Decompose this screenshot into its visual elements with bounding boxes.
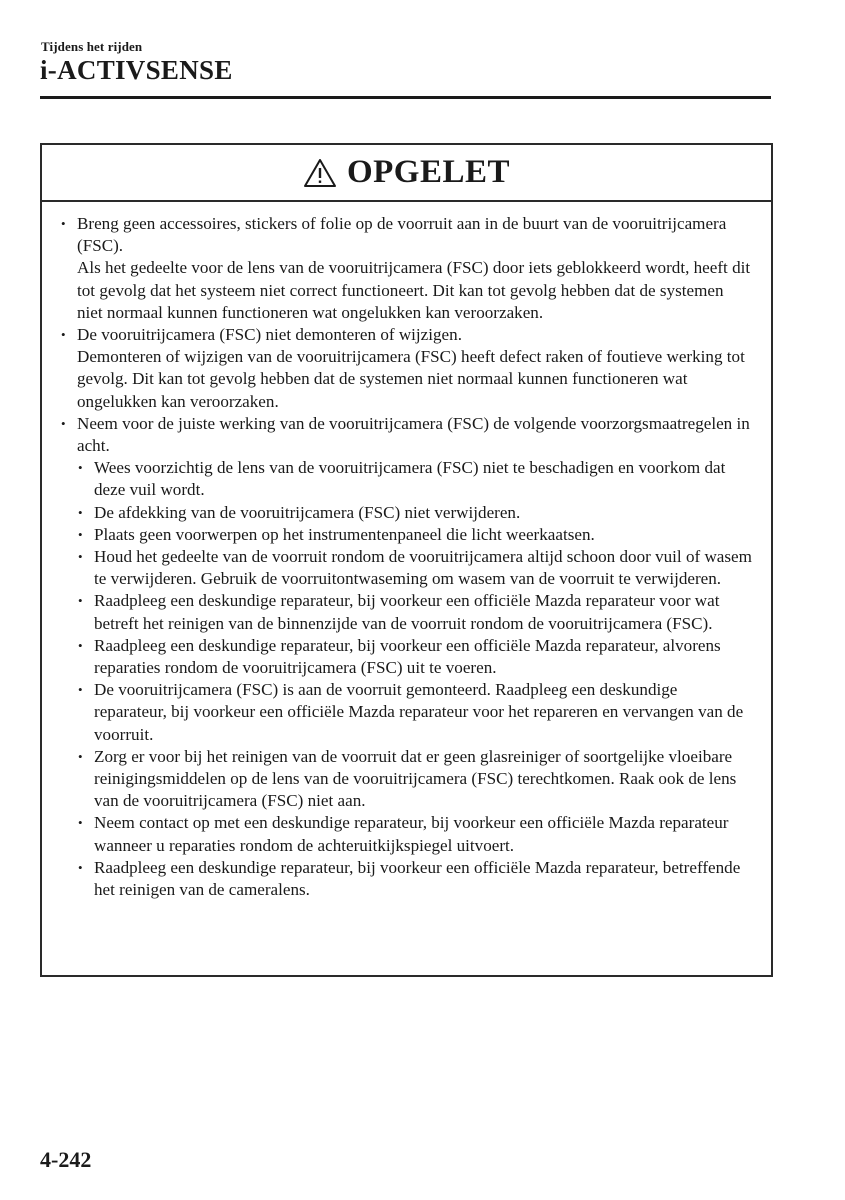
item-text: Demonteren of wijzigen van de vooruitrijcamera (FSC) heeft defect raken of foutieve werking tot gevolg. Dit kan tot gevolg hebben dat de systemen niet normaal kunnen functioneren wat ongelukken kan veroorzaken. bbox=[77, 347, 745, 411]
sub-list-item: • Zorg er voor bij het reinigen van de voorruit dat er geen glasreiniger of soortgelijke vloeibare reinigingsmiddelen op de lens van de vooruitrijcamera (FSC) terechtkomen. Raak ook de lens van de vooruitrijcamera (FSC) niet aan. bbox=[77, 746, 753, 813]
sub-list-item: • Plaats geen voorwerpen op het instrumentenpaneel die licht weerkaatsen. bbox=[77, 524, 753, 546]
list-item bbox=[60, 324, 753, 413]
warning-triangle-icon bbox=[303, 158, 337, 188]
header-divider bbox=[40, 96, 771, 99]
warning-title: OPGELET bbox=[346, 154, 511, 190]
page-number: 4-242 bbox=[40, 1147, 92, 1172]
section-label: Tijdens het rijden bbox=[41, 39, 143, 54]
page-title: i-ACTIVSENSE bbox=[40, 55, 233, 85]
list-item bbox=[60, 413, 753, 457]
sub-list-item: • Wees voorzichtig de lens van de vooruitrijcamera (FSC) niet te beschadigen en voorkom dat deze vuil wordt. bbox=[77, 457, 753, 501]
sub-list-item: • Raadpleeg een deskundige reparateur, bij voorkeur een officiële Mazda reparateur, alvorens reparaties rondom de vooruitrijcamera (FSC) uit te voeren. bbox=[77, 635, 753, 679]
warning-body bbox=[42, 202, 771, 901]
item-text: • De vooruitrijcamera (FSC) niet demonteren of wijzigen. bbox=[77, 325, 462, 345]
warning-header bbox=[42, 145, 771, 202]
sub-list-item: • De afdekking van de vooruitrijcamera (FSC) niet verwijderen. bbox=[77, 502, 753, 524]
sub-list-item: • Houd het gedeelte van de voorruit rondom de vooruitrijcamera altijd schoon door vuil of wasem te verwijderen. Gebruik de voorruitontwaseming om wasem van de voorruit te verwijderen. bbox=[77, 546, 753, 590]
list-item bbox=[60, 213, 753, 324]
sub-list-item: • Raadpleeg een deskundige reparateur, bij voorkeur een officiële Mazda reparateur, betreffende het reinigen van de cameralens. bbox=[77, 857, 753, 901]
sub-list-item: • Raadpleeg een deskundige reparateur, bij voorkeur een officiële Mazda reparateur voor wat betreft het reinigen van de binnenzijde van de voorruit rondom de vooruitrijcamera (FSC). bbox=[77, 590, 753, 634]
item-text: • Breng geen accessoires, stickers of folie op de voorruit aan in de buurt van de vooruitrijcamera (FSC). bbox=[77, 214, 727, 256]
warning-box bbox=[40, 143, 773, 977]
sub-list-item: • De vooruitrijcamera (FSC) is aan de voorruit gemonteerd. Raadpleeg een deskundige reparateur, bij voorkeur een officiële Mazda reparateur voor het repareren en vervangen van de voorruit. bbox=[77, 679, 753, 746]
item-text: Als het gedeelte voor de lens van de vooruitrijcamera (FSC) door iets geblokkeerd wordt, heeft dit tot gevolg dat het systeem niet correct functioneert. Dit kan tot gevolg hebben dat de systemen niet normaal kunnen functioneren wat ongelukken kan veroorzaken. bbox=[77, 258, 751, 322]
sub-list-item: • Neem contact op met een deskundige reparateur, bij voorkeur een officiële Mazda reparateur wanneer u reparaties rondom de achteruitkijkspiegel uitvoert. bbox=[77, 812, 753, 856]
item-text: • Neem voor de juiste werking van de vooruitrijcamera (FSC) de volgende voorzorgsmaatregelen in acht. bbox=[77, 413, 750, 456]
